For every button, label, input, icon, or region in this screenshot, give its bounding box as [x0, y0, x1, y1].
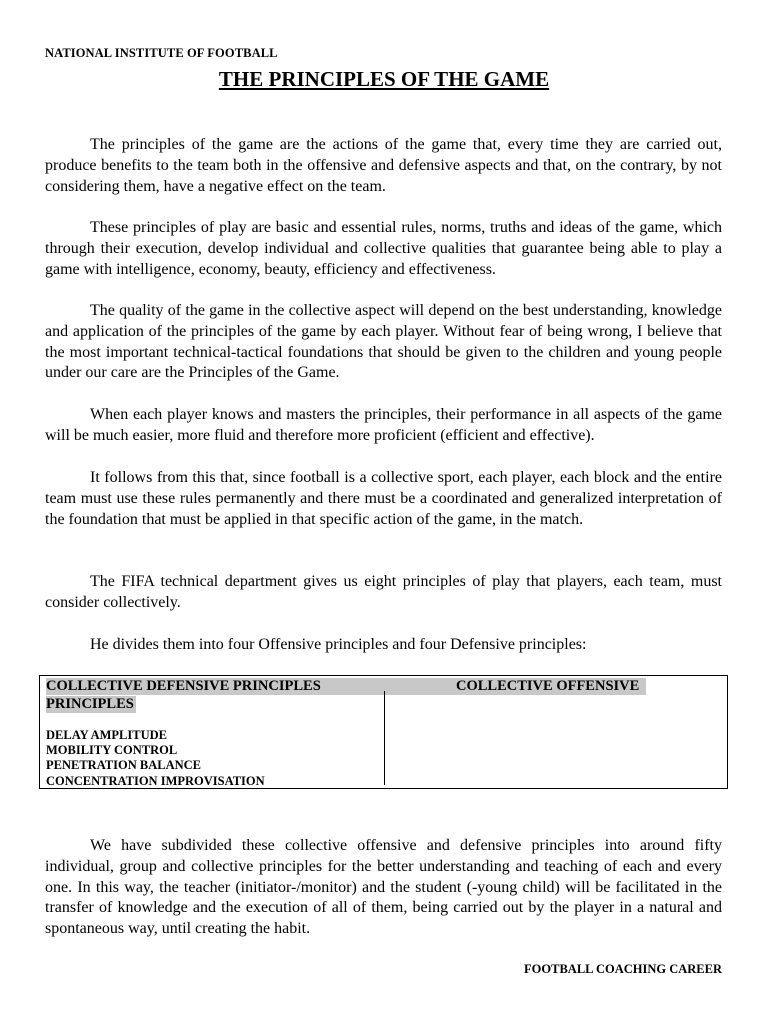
table-column-divider — [384, 691, 385, 785]
page-title: THE PRINCIPLES OF THE GAME — [218, 67, 550, 91]
paragraph-4: When each player knows and masters the principles, their performance in all aspects of the game will be much easier, more fluid and therefore more proficient (efficient and effective). — [45, 406, 722, 444]
paragraph-5: It follows from this that, since football is a collective sport, each player, each block and the entire team must use these rules permanently and there must be a coordinated and generalized interpretation of the foundation that must be applied in that specific action of the game, in the match. — [45, 469, 722, 528]
table-principles-list — [46, 728, 265, 789]
table-header-offensive-cell — [384, 678, 646, 695]
paragraph-6: The FIFA technical department gives us eight principles of play that players, each team, must consider collectively. — [45, 573, 722, 611]
footer-text: FOOTBALL COACHING CAREER — [524, 962, 722, 976]
table-header-continuation: PRINCIPLES — [46, 696, 134, 712]
table-row: MOBILITY CONTROL — [46, 743, 178, 758]
paragraph-2: These principles of play are basic and essential rules, norms, truths and ideas of the game, which through their execution, develop individual and collective qualities that guarantee being able to play a game with intelligence, economy, beauty, efficiency and effectiveness. — [45, 219, 722, 278]
institute-name: NATIONAL INSTITUTE OF FOOTBALL — [45, 46, 278, 60]
paragraph-3: The quality of the game in the collective aspect will depend on the best understanding, knowledge and application of the principles of the game by each player. Without fear of being wrong, I believe that the most important technical-tactical foundations that should be given to the children and young people under our care are the Principles of the Game. — [45, 302, 722, 382]
table-row: CONCENTRATION IMPROVISATION — [46, 773, 265, 788]
closing-paragraph: We have subdivided these collective offensive and defensive principles into around fifty individual, group and collective principles for the better understanding and teaching of each and every one. In this way, the teacher (initiator-/monitor) and the student (-young child) will be facilitated in the transfer of knowledge and the execution of all of them, being carried out by the player in a natural and spontaneous way, until creating the habit. — [45, 837, 722, 938]
table-row: DELAY AMPLITUDE — [46, 728, 167, 742]
paragraph-1: The principles of the game are the actions of the game that, every time they are carried out, produce benefits to the team both in the offensive and defensive aspects and that, on the contrary, by not considering them, have a negative effect on the team. — [45, 136, 722, 195]
table-header-defensive: COLLECTIVE DEFENSIVE PRINCIPLES — [46, 678, 384, 695]
table-header-offensive: COLLECTIVE OFFENSIVE — [456, 678, 640, 694]
paragraph-7: He divides them into four Offensive principles and four Defensive principles: — [90, 636, 587, 653]
table-row: PENETRATION BALANCE — [46, 758, 201, 773]
